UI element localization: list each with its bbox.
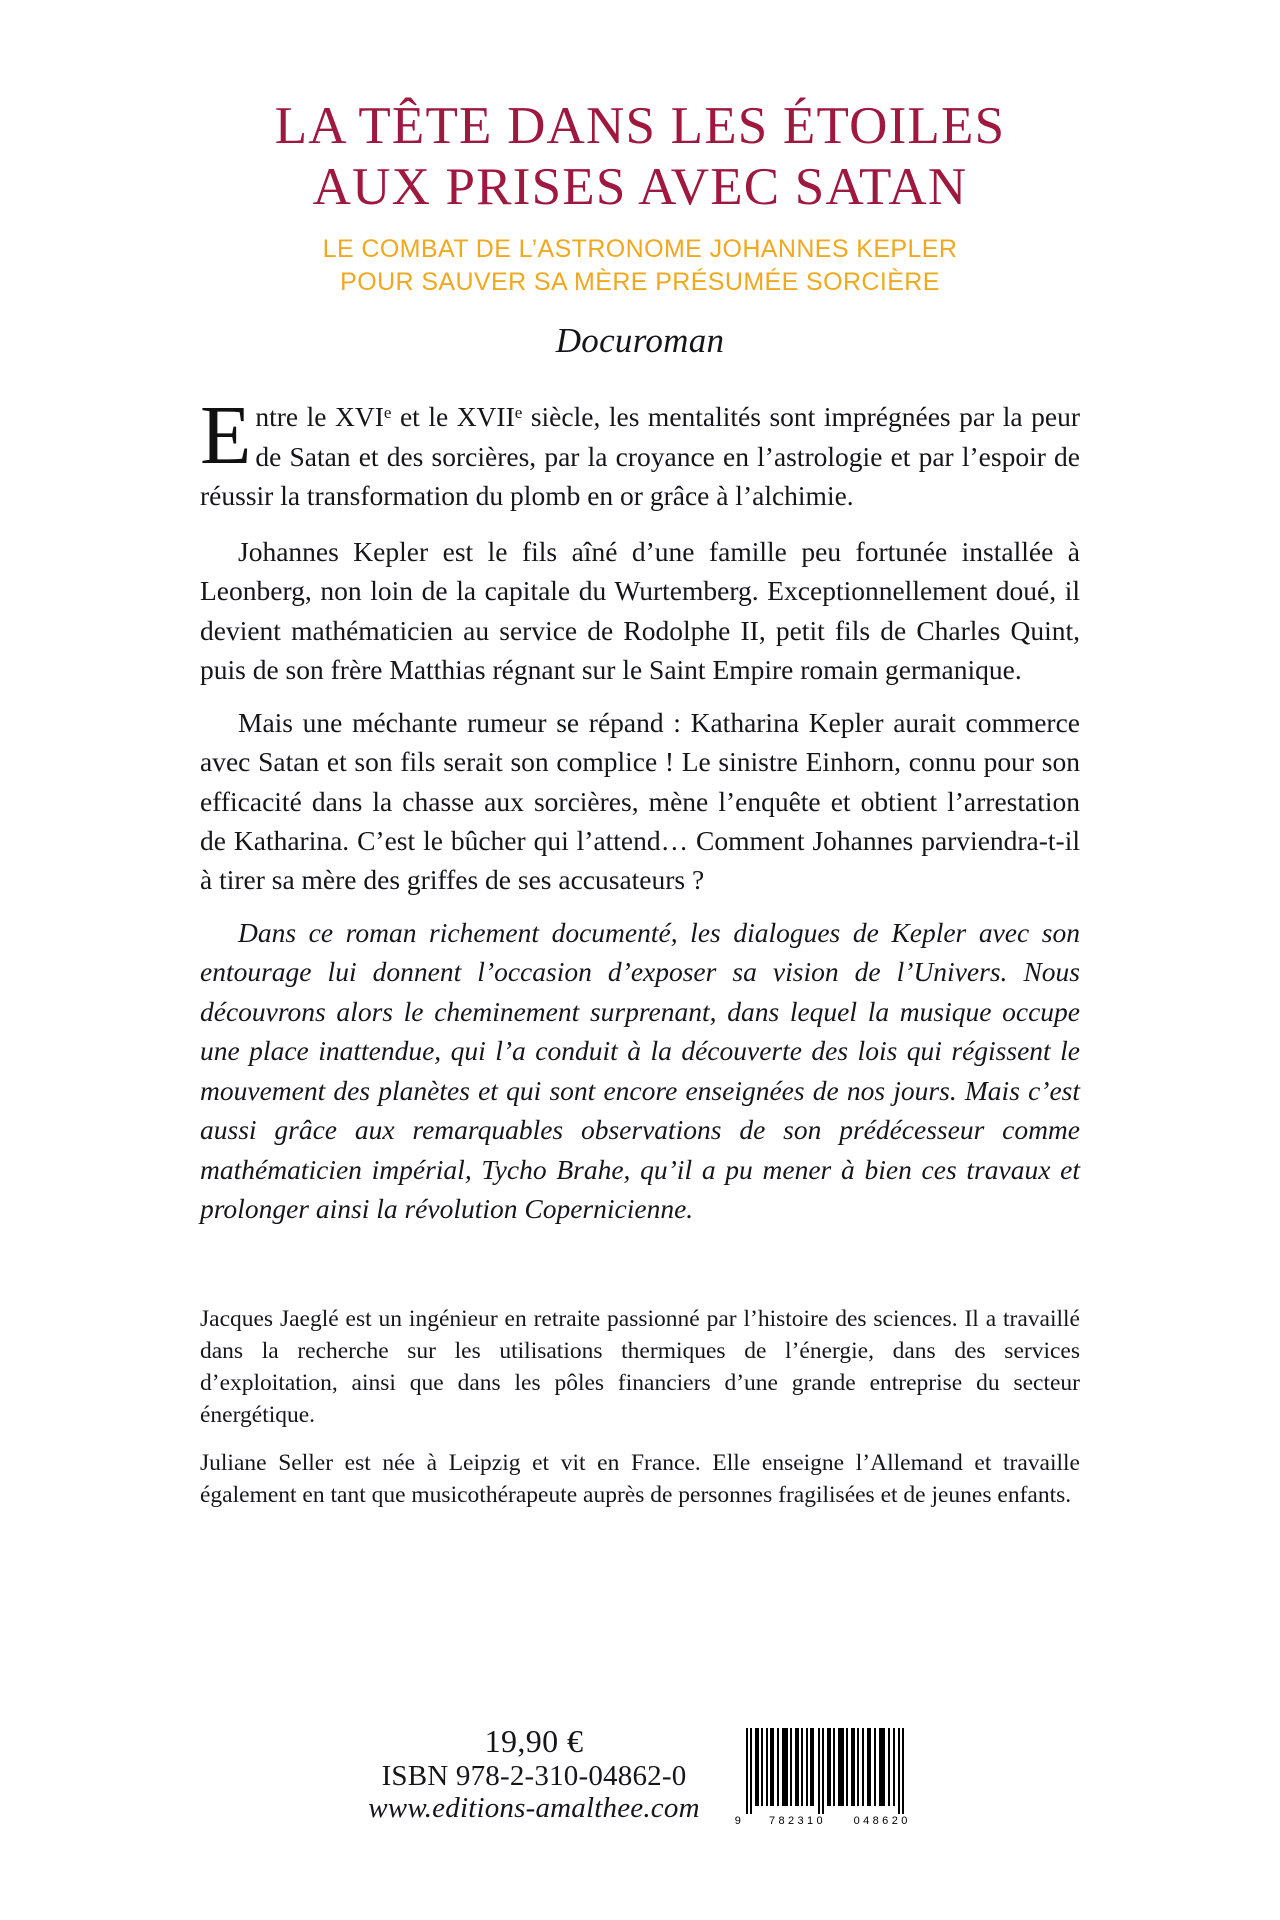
barcode-left-group: 782310 bbox=[768, 1814, 827, 1827]
price-label: 19,90 € bbox=[484, 1723, 584, 1759]
author-bio-juliane-seller: Juliane Seller est née à Leipzig et vit en France. Elle enseigne l’Allemand et travaille également en tant que musicothérapeute auprès de personnes fragilisées et de jeunes enfants. bbox=[200, 1450, 1080, 1509]
title-block bbox=[0, 96, 1280, 299]
barcode-digits bbox=[734, 1815, 912, 1827]
blurb-p1-seg1: ntre le XVI bbox=[255, 401, 384, 433]
pricing-block bbox=[368, 1724, 699, 1829]
barcode-bars-icon bbox=[734, 1728, 912, 1814]
ordinal-suffix-17: e bbox=[514, 403, 523, 423]
ordinal-suffix-16: e bbox=[383, 403, 392, 423]
cover-footer bbox=[0, 1724, 1280, 1854]
title-line-2: AUX PRISES AVEC SATAN bbox=[312, 158, 968, 217]
genre-label: Docuroman bbox=[555, 321, 725, 361]
subtitle-line-1: LE COMBAT DE L’ASTRONOME JOHANNES KEPLER bbox=[322, 234, 958, 263]
blurb-p1-seg3: siècle, les mentalités sont imprégnées par la peur de Satan et des sorcières, par la croyance en l’astrologie et par l’espoir de réussir la transformation du plomb en or grâce à l’alchimie. bbox=[200, 401, 1081, 512]
barcode-lead-digit: 9 bbox=[734, 1814, 742, 1827]
blurb-paragraph-4: Dans ce roman richement documenté, les dialogues de Kepler avec son entourage lui donnent l’occasion d’exposer sa vision de l’Univers. Nous découvrons alors le cheminement surprenant, dans lequel la musique occupe une place inattendue, qui l’a conduit à la découverte des lois qui régissent le mouvement des planètes et qui sont encore enseignées de nos jours. Mais c’est aussi grâce aux remarquables observations de son prédécesseur comme mathématicien impérial, Tycho Brahe, qu’il a pu mener à bien ces travaux et prolonger ainsi la révolution Copernicienne. bbox=[200, 916, 1080, 1225]
blurb-p1-seg2: et le XVII bbox=[391, 401, 515, 433]
blurb-paragraph-3: Mais une méchante rumeur se répand : Katharina Kepler aurait commerce avec Satan et son fils serait son complice ! Le sinistre Einhorn, connu pour son efficacité dans la chasse aux sorcières, mène l’enquête et obtient l’arrestation de Katharina. C’est le bûcher qui l’attend… Comment Johannes parviendra-t-il à tirer sa mère des griffes de ses accusateurs ? bbox=[200, 706, 1080, 896]
publisher-website: www.editions-amalthee.com bbox=[368, 1792, 700, 1825]
barcode-right-group: 048620 bbox=[853, 1814, 911, 1827]
blurb-body bbox=[200, 361, 1080, 1228]
isbn-label: ISBN 978-2-310-04862-0 bbox=[381, 1759, 687, 1792]
ean13-barcode bbox=[734, 1728, 912, 1829]
subtitle-line-2: POUR SAUVER SA MÈRE PRÉSUMÉE SORCIÈRE bbox=[340, 268, 940, 297]
subtitle-block bbox=[70, 233, 1210, 300]
blurb-paragraph-1: E ntre le XVIe et le XVIIe siècle, les mentalités sont imprégnées par la peur de Satan et des sorcières, par la croyance en l’astrologie et par l’espoir de réussir la transformation du plomb en or grâce à l’alchimie. bbox=[200, 389, 1081, 512]
author-bios bbox=[200, 1229, 1080, 1512]
author-bio-jacques-jaegle: Jacques Jaeglé est un ingénieur en retraite passionné par l’histoire des sciences. Il a travaillé dans la recherche sur les utilisations thermiques de l’énergie, dans des services d’exploitation, ainsi que dans les pôles financiers d’une grande entreprise du secteur énergétique. bbox=[200, 1305, 1080, 1429]
blurb-paragraph-2: Johannes Kepler est le fils aîné d’une famille peu fortunée installée à Leonberg, non loin de la capitale du Wurtemberg. Exceptionnellement doué, il devient mathématicien au service de Rodolphe II, petit fils de Charles Quint, puis de son frère Matthias régnant sur le Saint Empire romain germanique. bbox=[200, 535, 1080, 686]
title-line-1: LA TÊTE DANS LES ÉTOILES bbox=[274, 97, 1006, 155]
